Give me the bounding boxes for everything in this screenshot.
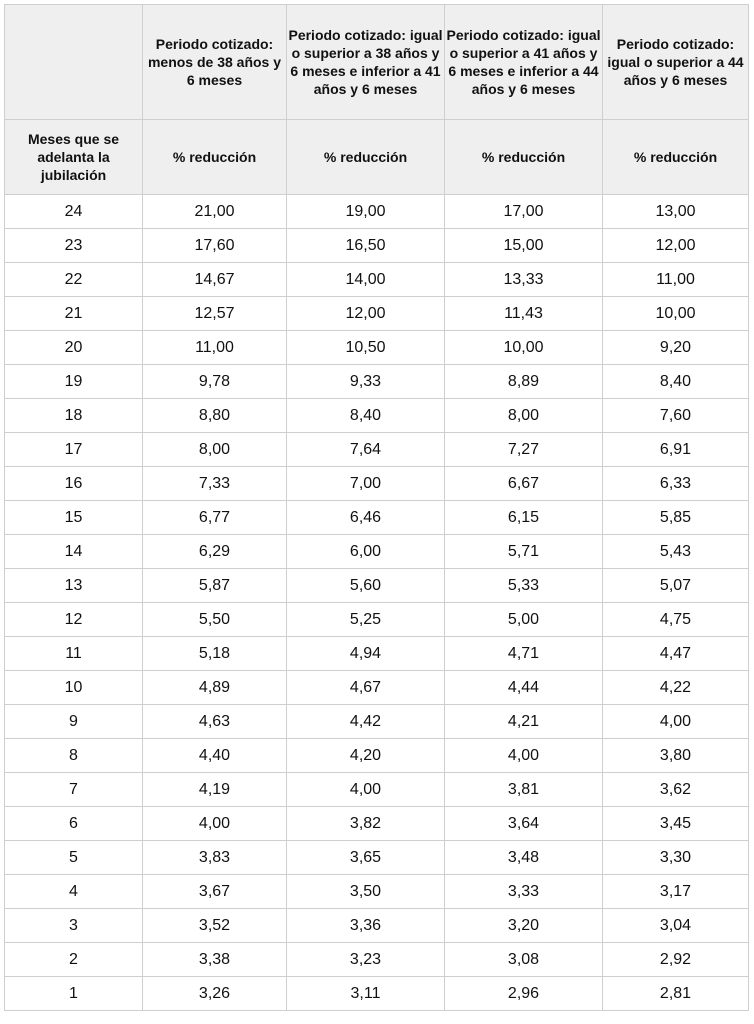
reduction-cell-period-1: 4,63 (143, 705, 287, 739)
reduction-cell-period-4: 3,62 (603, 773, 749, 807)
reduction-cell-period-2: 14,00 (287, 263, 445, 297)
table-row (5, 263, 749, 297)
table-row (5, 773, 749, 807)
reduction-cell-period-2: 3,82 (287, 807, 445, 841)
reduction-cell-period-2: 4,20 (287, 739, 445, 773)
table-row (5, 909, 749, 943)
reduction-cell-period-3: 11,43 (445, 297, 603, 331)
reduction-cell-period-2: 19,00 (287, 195, 445, 229)
months-cell: 1 (5, 977, 143, 1011)
reduction-cell-period-4: 10,00 (603, 297, 749, 331)
months-cell: 7 (5, 773, 143, 807)
reduction-cell-period-4: 8,40 (603, 365, 749, 399)
table-header (5, 5, 749, 195)
reduction-cell-period-4: 7,60 (603, 399, 749, 433)
reduction-cell-period-4: 6,33 (603, 467, 749, 501)
reduction-cell-period-1: 21,00 (143, 195, 287, 229)
reduction-cell-period-3: 2,96 (445, 977, 603, 1011)
reduction-cell-period-4: 6,91 (603, 433, 749, 467)
reduction-cell-period-3: 3,33 (445, 875, 603, 909)
reduction-cell-period-3: 17,00 (445, 195, 603, 229)
table-row (5, 705, 749, 739)
reduction-table (4, 4, 749, 1011)
reduction-cell-period-4: 3,80 (603, 739, 749, 773)
reduction-cell-period-1: 17,60 (143, 229, 287, 263)
months-cell: 5 (5, 841, 143, 875)
months-cell: 6 (5, 807, 143, 841)
reduction-cell-period-2: 3,36 (287, 909, 445, 943)
reduction-cell-period-4: 4,00 (603, 705, 749, 739)
reduction-cell-period-3: 3,64 (445, 807, 603, 841)
reduction-cell-period-1: 12,57 (143, 297, 287, 331)
reduction-cell-period-3: 15,00 (445, 229, 603, 263)
table-row (5, 671, 749, 705)
reduction-cell-period-2: 5,25 (287, 603, 445, 637)
months-cell: 24 (5, 195, 143, 229)
reduction-cell-period-4: 3,04 (603, 909, 749, 943)
reduction-cell-period-2: 3,50 (287, 875, 445, 909)
header-reduction-2: % reducción (287, 120, 445, 195)
months-cell: 10 (5, 671, 143, 705)
table-body (5, 195, 749, 1011)
reduction-cell-period-3: 3,20 (445, 909, 603, 943)
reduction-cell-period-3: 6,67 (445, 467, 603, 501)
months-cell: 9 (5, 705, 143, 739)
reduction-cell-period-4: 4,75 (603, 603, 749, 637)
reduction-cell-period-3: 3,48 (445, 841, 603, 875)
months-cell: 4 (5, 875, 143, 909)
months-cell: 3 (5, 909, 143, 943)
reduction-cell-period-1: 7,33 (143, 467, 287, 501)
table-row (5, 331, 749, 365)
reduction-cell-period-1: 6,29 (143, 535, 287, 569)
months-cell: 17 (5, 433, 143, 467)
header-reduction-4: % reducción (603, 120, 749, 195)
header-months-label: Meses que se adelanta la jubilación (5, 120, 143, 195)
reduction-cell-period-1: 3,83 (143, 841, 287, 875)
months-cell: 8 (5, 739, 143, 773)
reduction-cell-period-4: 9,20 (603, 331, 749, 365)
table-row (5, 399, 749, 433)
reduction-cell-period-4: 5,43 (603, 535, 749, 569)
reduction-cell-period-2: 12,00 (287, 297, 445, 331)
reduction-cell-period-3: 4,44 (445, 671, 603, 705)
reduction-cell-period-2: 10,50 (287, 331, 445, 365)
reduction-cell-period-1: 3,38 (143, 943, 287, 977)
reduction-cell-period-1: 5,18 (143, 637, 287, 671)
reduction-cell-period-1: 14,67 (143, 263, 287, 297)
table-row (5, 569, 749, 603)
reduction-cell-period-3: 5,33 (445, 569, 603, 603)
reduction-cell-period-1: 4,19 (143, 773, 287, 807)
table-row (5, 297, 749, 331)
reduction-cell-period-1: 9,78 (143, 365, 287, 399)
reduction-cell-period-3: 8,00 (445, 399, 603, 433)
reduction-cell-period-2: 7,64 (287, 433, 445, 467)
table-row (5, 841, 749, 875)
reduction-cell-period-1: 8,80 (143, 399, 287, 433)
header-period-1: Periodo cotizado: menos de 38 años y 6 meses (143, 5, 287, 120)
reduction-cell-period-2: 6,00 (287, 535, 445, 569)
reduction-cell-period-1: 3,52 (143, 909, 287, 943)
header-reduction-3: % reducción (445, 120, 603, 195)
reduction-cell-period-1: 3,67 (143, 875, 287, 909)
reduction-cell-period-3: 13,33 (445, 263, 603, 297)
reduction-cell-period-3: 6,15 (445, 501, 603, 535)
reduction-cell-period-4: 13,00 (603, 195, 749, 229)
months-cell: 20 (5, 331, 143, 365)
table-row (5, 739, 749, 773)
reduction-cell-period-4: 2,81 (603, 977, 749, 1011)
months-cell: 2 (5, 943, 143, 977)
reduction-cell-period-2: 6,46 (287, 501, 445, 535)
table-row (5, 603, 749, 637)
reduction-cell-period-4: 4,22 (603, 671, 749, 705)
reduction-cell-period-4: 12,00 (603, 229, 749, 263)
reduction-cell-period-4: 3,30 (603, 841, 749, 875)
months-cell: 23 (5, 229, 143, 263)
reduction-cell-period-1: 4,89 (143, 671, 287, 705)
table-row (5, 433, 749, 467)
table-row (5, 195, 749, 229)
months-cell: 21 (5, 297, 143, 331)
table-row (5, 807, 749, 841)
reduction-cell-period-4: 4,47 (603, 637, 749, 671)
reduction-cell-period-3: 4,00 (445, 739, 603, 773)
reduction-cell-period-2: 4,94 (287, 637, 445, 671)
table-row (5, 535, 749, 569)
table-row (5, 467, 749, 501)
header-row-units (5, 120, 749, 195)
reduction-cell-period-2: 8,40 (287, 399, 445, 433)
reduction-cell-period-2: 3,11 (287, 977, 445, 1011)
reduction-cell-period-3: 10,00 (445, 331, 603, 365)
table-row (5, 229, 749, 263)
reduction-cell-period-1: 4,00 (143, 807, 287, 841)
reduction-cell-period-2: 4,67 (287, 671, 445, 705)
months-cell: 13 (5, 569, 143, 603)
months-cell: 22 (5, 263, 143, 297)
months-cell: 16 (5, 467, 143, 501)
table-row (5, 501, 749, 535)
reduction-cell-period-4: 5,07 (603, 569, 749, 603)
reduction-cell-period-3: 7,27 (445, 433, 603, 467)
reduction-cell-period-2: 4,00 (287, 773, 445, 807)
header-reduction-1: % reducción (143, 120, 287, 195)
table-row (5, 977, 749, 1011)
reduction-cell-period-1: 5,87 (143, 569, 287, 603)
reduction-cell-period-3: 3,81 (445, 773, 603, 807)
header-corner-cell (5, 5, 143, 120)
reduction-cell-period-4: 5,85 (603, 501, 749, 535)
table-row (5, 943, 749, 977)
reduction-cell-period-4: 2,92 (603, 943, 749, 977)
reduction-cell-period-3: 5,00 (445, 603, 603, 637)
header-period-2: Periodo cotizado: igual o superior a 38 años y 6 meses e inferior a 41 años y 6 meses (287, 5, 445, 120)
reduction-cell-period-2: 16,50 (287, 229, 445, 263)
months-cell: 11 (5, 637, 143, 671)
reduction-cell-period-1: 11,00 (143, 331, 287, 365)
reduction-cell-period-3: 8,89 (445, 365, 603, 399)
reduction-cell-period-4: 11,00 (603, 263, 749, 297)
reduction-cell-period-2: 5,60 (287, 569, 445, 603)
reduction-cell-period-3: 4,71 (445, 637, 603, 671)
reduction-cell-period-3: 4,21 (445, 705, 603, 739)
reduction-cell-period-2: 3,65 (287, 841, 445, 875)
reduction-cell-period-1: 8,00 (143, 433, 287, 467)
reduction-cell-period-2: 4,42 (287, 705, 445, 739)
table-row (5, 875, 749, 909)
header-row-periods (5, 5, 749, 120)
header-period-4: Periodo cotizado: igual o superior a 44 años y 6 meses (603, 5, 749, 120)
reduction-cell-period-2: 3,23 (287, 943, 445, 977)
table-row (5, 365, 749, 399)
reduction-cell-period-1: 6,77 (143, 501, 287, 535)
reduction-cell-period-2: 9,33 (287, 365, 445, 399)
reduction-cell-period-4: 3,17 (603, 875, 749, 909)
months-cell: 12 (5, 603, 143, 637)
months-cell: 14 (5, 535, 143, 569)
months-cell: 15 (5, 501, 143, 535)
reduction-cell-period-1: 4,40 (143, 739, 287, 773)
reduction-cell-period-1: 5,50 (143, 603, 287, 637)
header-period-3: Periodo cotizado: igual o superior a 41 años y 6 meses e inferior a 44 años y 6 meses (445, 5, 603, 120)
reduction-cell-period-3: 3,08 (445, 943, 603, 977)
reduction-cell-period-4: 3,45 (603, 807, 749, 841)
months-cell: 18 (5, 399, 143, 433)
reduction-cell-period-1: 3,26 (143, 977, 287, 1011)
reduction-cell-period-2: 7,00 (287, 467, 445, 501)
table-row (5, 637, 749, 671)
reduction-cell-period-3: 5,71 (445, 535, 603, 569)
months-cell: 19 (5, 365, 143, 399)
